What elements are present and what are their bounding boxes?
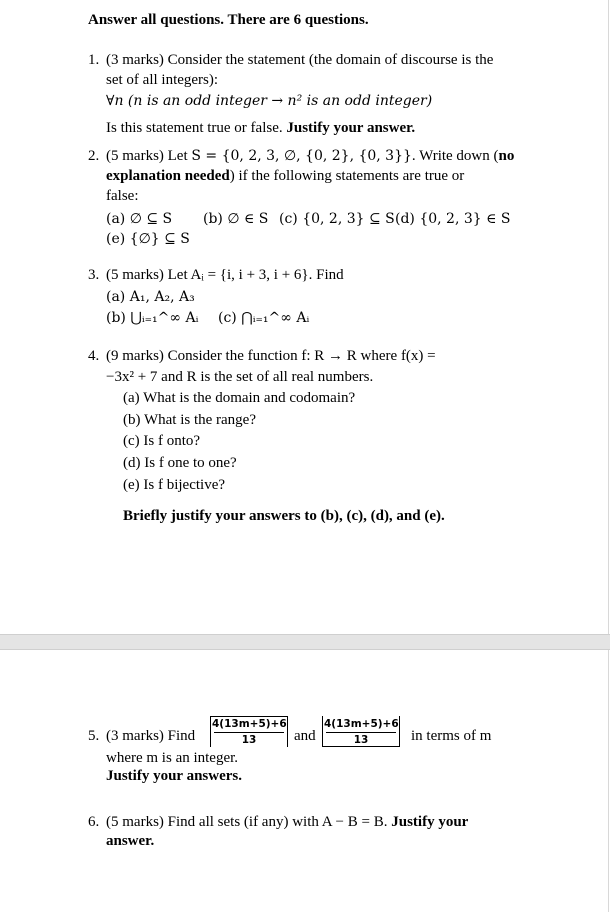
q3-line1: (5 marks) Let Aᵢ = {i, i + 3, i + 6}. Find bbox=[106, 267, 344, 283]
q4-part-d: (d) Is f one to one? bbox=[123, 455, 237, 471]
q5-number: 5. bbox=[88, 728, 100, 744]
q3-number: 3. bbox=[88, 267, 100, 283]
q2-part-a: (a) ∅ ⊆ S bbox=[106, 211, 173, 227]
q6-line2: answer. bbox=[106, 833, 155, 849]
q2-set: S = {0, 2, 3, ∅, {0, 2}, {0, 3}} bbox=[191, 148, 412, 164]
q6-line1 bbox=[106, 814, 468, 831]
q1-question bbox=[106, 120, 415, 137]
q5-line2: where m is an integer. bbox=[106, 750, 239, 766]
q2-let: (5 marks) Let bbox=[106, 148, 192, 164]
q5-floor-fraction-line bbox=[326, 732, 396, 733]
q2-writedown: . Write down ( bbox=[411, 148, 499, 164]
q2-part-b: (b) ∅ ∈ S bbox=[203, 211, 269, 227]
q4-part-a: (a) What is the domain and codomain? bbox=[123, 390, 356, 406]
q2-part-d: (d) {0, 2, 3} ∈ S bbox=[395, 211, 511, 227]
page-separator bbox=[0, 634, 610, 650]
q3-part-c: (c) ⋂ᵢ₌₁^∞ Aᵢ bbox=[218, 310, 310, 326]
q2-line2-rest: ) if the following statements are true or bbox=[229, 168, 465, 184]
q4-line1: (9 marks) Consider the function f: R → R where f(x) = bbox=[106, 348, 436, 364]
q5-find: (3 marks) Find bbox=[106, 728, 196, 744]
q5-floor-denominator: 13 bbox=[353, 734, 369, 746]
q4-part-b: (b) What is the range? bbox=[123, 412, 257, 428]
q4-part-c: (c) Is f onto? bbox=[123, 433, 201, 449]
q2-line1 bbox=[106, 148, 514, 165]
q5-justify: Justify your answers. bbox=[106, 768, 242, 784]
q6-number: 6. bbox=[88, 814, 100, 830]
exam-page-2 bbox=[0, 650, 609, 912]
q5-and: and bbox=[294, 728, 316, 744]
q1-number: 1. bbox=[88, 52, 100, 68]
exam-header: Answer all questions. There are 6 questions. bbox=[88, 12, 369, 28]
q5-ceiling-denominator: 13 bbox=[241, 734, 257, 746]
q2-number: 2. bbox=[88, 148, 100, 164]
q3-part-b: (b) ⋃ᵢ₌₁^∞ Aᵢ bbox=[106, 310, 199, 326]
q5-floor-numerator: 4(13m+5)+6 bbox=[324, 718, 399, 730]
q4-part-e: (e) Is f bijective? bbox=[123, 477, 226, 493]
q2-no: no bbox=[498, 148, 515, 164]
q1-justify: Justify your answer. bbox=[286, 120, 416, 136]
q2-part-e: (e) {∅} ⊆ S bbox=[106, 231, 190, 247]
q3-part-a: (a) A₁, A₂, A₃ bbox=[106, 289, 195, 305]
q4-justify: Briefly justify your answers to (b), (c), (d), and (e). bbox=[123, 508, 445, 524]
q6-text: (5 marks) Find all sets (if any) with A − B = B. bbox=[106, 814, 392, 830]
q4-number: 4. bbox=[88, 348, 100, 364]
q2-line3: false: bbox=[106, 188, 139, 204]
q1-question-text: Is this statement true or false. bbox=[106, 120, 287, 136]
q5-ceiling-numerator: 4(13m+5)+6 bbox=[212, 718, 287, 730]
q1-line1: (3 marks) Consider the statement (the domain of discourse is the bbox=[106, 52, 494, 68]
q1-line2: set of all integers): bbox=[106, 72, 219, 88]
q6-justify: Justify your bbox=[391, 814, 469, 830]
q2-explanation-needed: explanation needed bbox=[106, 168, 230, 184]
q2-part-c: (c) {0, 2, 3} ⊆ S bbox=[279, 211, 395, 227]
q1-statement: ∀n (n is an odd integer → n² is an odd integer) bbox=[106, 93, 433, 109]
q5-ceiling-fraction-line bbox=[214, 732, 284, 733]
q4-line2: −3x² + 7 and R is the set of all real numbers. bbox=[106, 369, 374, 385]
q5-in-terms: in terms of m bbox=[411, 728, 492, 744]
q2-line2 bbox=[106, 168, 464, 185]
